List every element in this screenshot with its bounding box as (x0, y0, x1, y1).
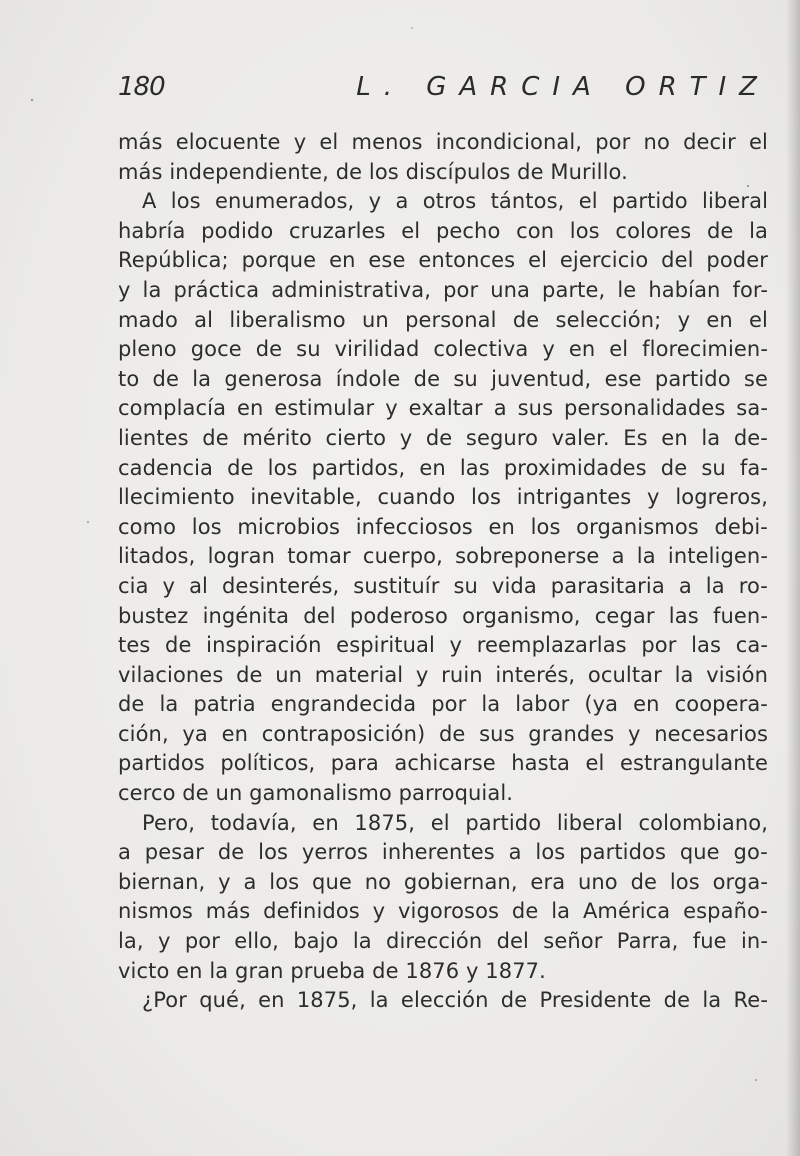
running-head: L. GARCIA ORTIZ (356, 72, 770, 102)
text-line: partidos políticos, para achicarse hasta el estrangulante (118, 751, 768, 776)
text-line: tes de inspiración espiritual y reemplazarlas por las ca- (118, 633, 768, 658)
text-line: complacía en estimular y exaltar a sus personalidades sa- (118, 396, 768, 421)
text-line: bustez ingénita del poderoso organismo, cegar las fuen- (118, 603, 768, 628)
text-line: llecimiento inevitable, cuando los intrigantes y logreros, (118, 485, 768, 510)
text-line: más elocuente y el menos incondicional, por no decir el (118, 130, 768, 154)
text-line: y la práctica administrativa, por una parte, le habían for- (118, 277, 768, 302)
text-line: de la patria engrandecida por la labor (ya en coopera- (118, 692, 768, 717)
text-line: vilaciones de un material y ruin interés, ocultar la visión (118, 662, 768, 687)
text-line: República; porque en ese entonces el ejercicio del poder (118, 248, 768, 273)
text-line: pleno goce de su virilidad colectiva y en el florecimien- (118, 337, 768, 362)
text-line: lientes de mérito cierto y de seguro valer. Es en la de- (118, 425, 768, 450)
text-line: Pero, todavía, en 1875, el partido liberal colombiano, (142, 810, 768, 835)
text-line: A los enumerados, y a otros tántos, el partido liberal (142, 189, 768, 214)
text-line: cadencia de los partidos, en las proximidades de su fa- (118, 455, 768, 480)
text-line: to de la generosa índole de su juventud, ese partido se (118, 366, 768, 391)
text-line: a pesar de los yerros inherentes a los partidos que go- (118, 840, 768, 865)
text-line: biernan, y a los que no gobiernan, era uno de los orga- (118, 869, 768, 894)
text-line: ción, ya en contraposición) de sus grandes y necesarios (118, 721, 768, 746)
text-line: habría podido cruzarles el pecho con los colores de la (118, 218, 768, 243)
text-line: cia y al desinterés, sustituír su vida parasitaria a la ro- (118, 573, 768, 598)
text-line: nismos más definidos y vigorosos de la América españo- (118, 899, 768, 924)
text-line: la, y por ello, bajo la dirección del señor Parra, fue in- (118, 929, 768, 954)
text-line: cerco de un gamonalismo parroquial. (118, 781, 514, 806)
text-line: más independiente, de los discípulos de Murillo. (118, 159, 628, 184)
text-line: victo en la gran prueba de 1876 y 1877. (118, 958, 546, 983)
text-line: ¿Por qué, en 1875, la elección de Presidente de la Re- (142, 988, 768, 1013)
text-line: mado al liberalismo un personal de selección; y en el (118, 307, 768, 332)
page-number: 180 (118, 72, 165, 102)
text-line: como los microbios infecciosos en los organismos debi- (118, 514, 768, 539)
text-line: litados, logran tomar cuerpo, sobreponerse a la inteligen- (118, 544, 768, 569)
